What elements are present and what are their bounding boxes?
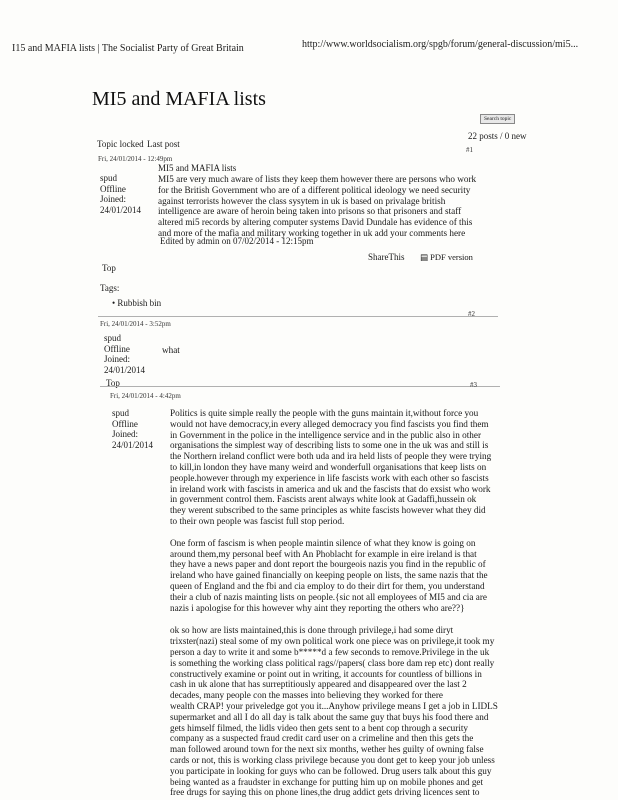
post-date: Fri, 24/01/2014 - 4:42pm: [110, 392, 181, 400]
joined-label: Joined:: [100, 194, 126, 204]
post-author-block: [100, 173, 141, 215]
post-subject: MI5 and MAFIA lists: [158, 163, 237, 173]
post-line: person a day to write it and some b*****d a few seconds to remove.Privilege in the uk: [170, 646, 490, 657]
post-count: 22 posts / 0 new: [468, 131, 527, 141]
post-line: to their own people was fascist full stop period.: [170, 515, 345, 526]
last-post-link[interactable]: Last post: [147, 139, 180, 149]
joined-label: Joined:: [112, 429, 138, 439]
post-paragraph: [170, 538, 505, 614]
post-line: being wanted as a fraudster in exchange for putting him up on mobile phones and get: [170, 776, 484, 787]
post-number[interactable]: #3: [470, 381, 477, 389]
post-line: people.however through my experience in life fascists work with each other so fascists: [170, 472, 489, 483]
author-status: Offline: [104, 343, 130, 354]
post-line: and more of the mafia and military working together in uk add your comments here: [158, 227, 466, 238]
print-page-url: http://www.worldsocialism.org/spgb/forum/general-discussion/mi5...: [302, 39, 579, 50]
post-author-block: [104, 333, 145, 375]
post-line: free drugs for saying this on phone lines,the drug addict gets driving licences sent to: [170, 787, 480, 798]
post-line: cash in uk alone that has surreptitiously appeared and disappeared over the last 2: [170, 679, 467, 690]
post-line: in Government in the police in the intelligence service and in the public also in other: [170, 429, 482, 440]
sharethis-link[interactable]: ShareThis: [368, 252, 405, 262]
post-body: [170, 408, 505, 798]
author-name[interactable]: spud: [112, 408, 130, 418]
post-line: ok so how are lists maintained,this is done through privilege,i had some diryt: [170, 625, 454, 636]
post-line: they have a news paper and dont report the bourgeois nazis you find in the republic of: [170, 559, 486, 570]
post-line: decades, many people con the masses into believing they worked for there: [170, 690, 443, 701]
post-line: company as a suspected fraud credit card user on a crimeline and then this gets the: [170, 733, 474, 744]
author-status: Offline: [112, 418, 138, 429]
post-date: Fri, 24/01/2014 - 3:52pm: [100, 320, 171, 328]
post-paragraph: [170, 408, 505, 527]
post-line: for the British Government who are of a different political ideology we need security: [158, 184, 471, 195]
joined-date: 24/01/2014: [112, 439, 154, 450]
post-line: One form of fascism is when people maintin silence of what they know is going on: [170, 537, 476, 548]
top-link[interactable]: Top: [106, 378, 120, 388]
post-line: MI5 are very much aware of lists they keep them however there are persons who work: [158, 174, 477, 184]
post-line: in government control them. Fascists arent always white look at Gadaffi,hussein ok: [170, 494, 477, 505]
search-topic-button[interactable]: Search topic: [480, 114, 515, 124]
top-link[interactable]: Top: [102, 263, 116, 273]
author-status: Offline: [100, 183, 126, 194]
joined-date: 24/01/2014: [104, 364, 146, 375]
post-line: you participate in looking for guys who can be followed. Drug users talk about this guy: [170, 765, 492, 776]
author-name[interactable]: spud: [104, 333, 122, 343]
post-number[interactable]: #1: [466, 146, 473, 154]
post-date: Fri, 24/01/2014 - 12:49pm: [98, 155, 173, 163]
joined-date: 24/01/2014: [100, 204, 142, 215]
post-line: the Northern ireland conflict were both uda and ira held lists of people they were trying: [170, 451, 492, 462]
post-line: constructively examine or point out in writing, it accounts for countless of billions in: [170, 668, 482, 679]
bullet-icon: •: [112, 298, 116, 308]
post-body: [158, 174, 478, 239]
tag-item[interactable]: [112, 298, 161, 308]
edited-note: Edited by admin on 07/02/2014 - 12:15pm: [160, 236, 314, 246]
post-divider: [98, 316, 498, 317]
post-line: organisations the simplest way of describing lists to some one in the uk was and still is: [170, 440, 489, 451]
post-line: intelligence are aware of heroin being taken into prisons so that prisoners and staff: [158, 206, 462, 217]
post-line: wealth CRAP! your priveledge got you it...Anyhow privilege means I get a job in LIDLS: [170, 700, 498, 711]
post-line: in ireland work with fascists in america and uk and the fascists that do exsist who work: [170, 483, 491, 494]
post-author-block: [112, 408, 153, 450]
post-line: their a club of nazis mainting lists on people.{sic not all employees of MI5 and cia are: [170, 591, 487, 602]
post-line: queen of England and the fbi and cia employ to do their dirt for them, you understand: [170, 580, 485, 591]
post-line: they werent subscribed to the same principles as white fascists however what they did: [170, 505, 486, 516]
post-body-line: what: [162, 345, 180, 355]
post-number[interactable]: #2: [468, 310, 475, 318]
pdf-version-link[interactable]: [420, 252, 473, 263]
joined-label: Joined:: [104, 354, 130, 364]
post-line: nazis i apologise for this however why aint they reporting the others who are??}: [170, 602, 465, 613]
post-paragraph: [170, 625, 505, 798]
author-name[interactable]: spud: [100, 173, 118, 183]
post-line: around them,my personal beef with An Phoblacht for example in eire ireland is that: [170, 548, 477, 559]
post-divider: [100, 386, 500, 387]
post-line: trixster(nazi) steal some of my own political work one piece was on privilege,it took my: [170, 636, 495, 647]
post-line: supermarket and all I do all day is talk about the same guy that buys his food there and: [170, 711, 489, 722]
tag-label: Rubbish bin: [117, 298, 162, 308]
post-line: is something the working class political rags//papers( class bore dam rep etc) dont really: [170, 657, 495, 668]
post-line: would not have democracy,in every alleged democracy you find fascists you find them: [170, 418, 489, 429]
topic-locked-label: Topic locked: [97, 139, 144, 149]
print-page-title: I15 and MAFIA lists | The Socialist Party of Great Britain: [12, 43, 244, 54]
post-line: Politics is quite simple really the people with the guns maintain it,without force you: [170, 408, 479, 418]
pdf-icon: ▤: [420, 252, 429, 262]
post-line: altered mi5 records by altering computer systems David Dundale has evidence of this: [158, 217, 473, 228]
tags-label: Tags:: [100, 283, 120, 293]
post-line: gets himself filmed, the lidls video then gets sent to a bent cop through a security: [170, 722, 469, 733]
post-line: ireland who have gained financially on keeping people on lists, the same nazis that the: [170, 570, 488, 581]
post-line: man followed around town for the next six months, wether hes guilty of owning false: [170, 744, 484, 755]
post-line: against terrorists however the class sysytem in uk is based on privalage british: [158, 195, 446, 206]
post-line: to kill,in london they have many weird and wonderfull organisations that keep lists on: [170, 461, 487, 472]
pdf-version-label: PDF version: [430, 252, 473, 262]
post-line: cards or not, this is working class privilege because you dont get to keep your job unless: [170, 754, 495, 765]
topic-title: MI5 and MAFIA lists: [92, 88, 266, 110]
